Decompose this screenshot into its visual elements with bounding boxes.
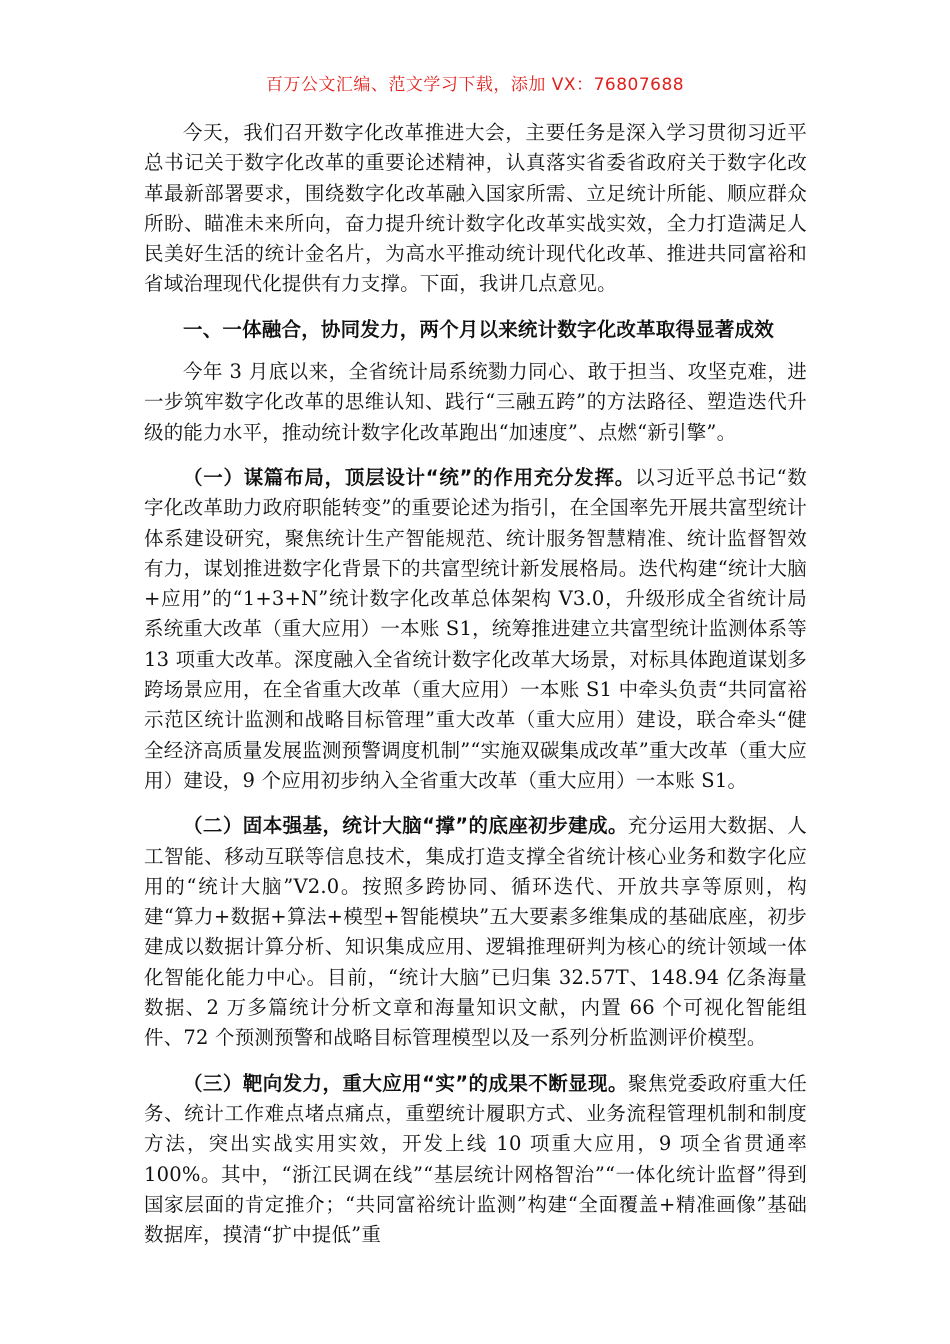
item2-paragraph bbox=[144, 811, 807, 1053]
item2-lead: （二）固本强基，统计大脑“撑”的底座初步建成。 bbox=[183, 814, 628, 838]
item1-lead: （一）谋篇布局，顶层设计“统”的作用充分发挥。 bbox=[183, 465, 635, 489]
document-body bbox=[144, 118, 807, 1265]
item3-paragraph bbox=[144, 1069, 807, 1251]
intro-paragraph: 今天，我们召开数字化改革推进大会，主要任务是深入学习贯彻习近平总书记关于数字化改革的重要论述精神，认真落实省委省政府关于数字化改革最新部署要求，围绕数字化改革融入国家所需、立足统计所能、顺应群众所盼、瞄准未来所向，奋力提升统计数字化改革实战实效，全力打造满足人民美好生活的统计金名片，为高水平推动统计现代化改革、推进共同富裕和省域治理现代化提供有力支撑。下面，我讲几点意见。 bbox=[144, 121, 807, 296]
item3-body: 聚焦党委政府重大任务、统计工作难点堵点痛点，重塑统计履职方式、业务流程管理机制和制度方法，突出实战实用实效，开发上线 10 项重大应用，9 项全省贯通率 100%。其中，“浙江民调在线”“基层统计网格智治”“一体化统计监督”得到国家层面的肯定推介；“共同富裕统计监测”构建“全面覆盖+精准画像”基础数据库，摸清“扩中提低”重 bbox=[144, 1071, 808, 1247]
watermark-header: 百万公文汇编、范文学习下载，添加 VX：76807688 bbox=[265, 75, 685, 95]
item3-lead: （三）靶向发力，重大应用“实”的成果不断显现。 bbox=[183, 1071, 628, 1095]
section-heading-1: 一、一体融合，协同发力，两个月以来统计数字化改革取得显著成效 bbox=[183, 317, 775, 341]
section1-intro-paragraph: 今年 3 月底以来，全省统计局系统勠力同心、敢于担当、攻坚克难，进一步筑牢数字化改革的思维认知、践行“三融五跨”的方法路径、塑造迭代升级的能力水平，推动统计数字化改革跑出“加速度”、点燃“新引擎”。 bbox=[144, 360, 807, 444]
item1-paragraph bbox=[144, 463, 807, 796]
item1-body: 以习近平总书记“数字化改革助力政府职能转变”的重要论述为指引，在全国率先开展共富型统计体系建设研究，聚焦统计生产智能规范、统计服务智慧精准、统计监督智效有力，谋划推进数字化背景下的共富型统计新发展格局。迭代构建“统计大脑+应用”的“1+3+N”统计数字化改革总体架构 V3.0，升级形成全省统计局系统重大改革（重大应用）一本账 S1，统筹推进建立共富型统计监测体系等 13 项重大改革。深度融入全省统计数字化改革大场景，对标具体跑道谋划多跨场景应用，在全省重大改革（重大应用）一本账 S1 中牵头负责“共同富裕示范区统计监测和战略目标管理”重大改革（重大应用）建设，联合牵头“健全经济高质量发展监测预警调度机制”“实施双碳集成改革”重大改革（重大应用）建设，9 个应用初步纳入全省重大改革（重大应用）一本账 S1。 bbox=[144, 465, 807, 792]
item2-body: 充分运用大数据、人工智能、移动互联等信息技术，集成打造支撑全省统计核心业务和数字化应用的“统计大脑”V2.0。按照多跨协同、循环迭代、开放共享等原则，构建“算力+数据+算法+模型+智能模块”五大要素多维集成的基础底座，初步建成以数据计算分析、知识集成应用、逻辑推理研判为核心的统计领域一体化智能化能力中心。目前，“统计大脑”已归集 32.57T、148.94 亿条海量数据、2 万多篇统计分析文章和海量知识文献，内置 66 个可视化智能组件、72 个预测预警和战略目标管理模型以及一系列分析监测评价模型。 bbox=[144, 814, 808, 1050]
